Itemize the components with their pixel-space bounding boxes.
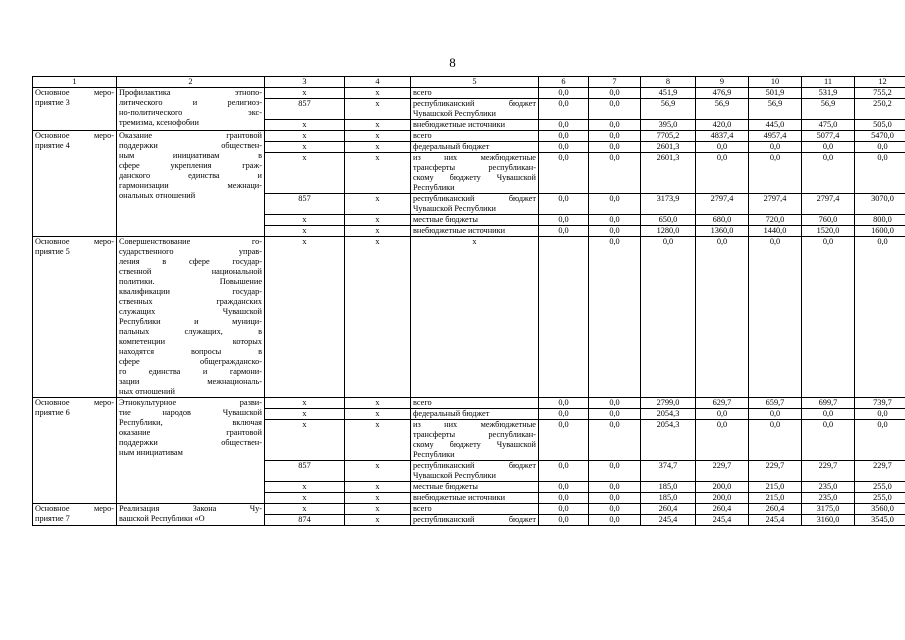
executor-code-cell: 857 [265,99,345,120]
value-cell: 0,0 [539,493,589,504]
budget-code-cell: x [345,398,411,409]
event-description-cell [117,398,265,504]
funding-source-cell: всего [411,131,539,142]
event-description-line: вашской Республики «О [119,514,205,523]
value-cell: 505,0 [855,120,905,131]
value-cell: 185,0 [641,482,696,493]
funding-source-line: Чувашской Республики [413,204,496,213]
value-cell: 0,0 [802,409,855,420]
value-cell: 0,0 [589,120,641,131]
event-name-cell [33,398,117,504]
budget-code-cell: x [345,120,411,131]
budget-code-cell: x [345,461,411,482]
value-cell: 0,0 [539,99,589,120]
value-cell: 451,9 [641,88,696,99]
column-number-row [33,77,905,88]
value-cell: 235,0 [802,493,855,504]
event-description-line: Республики, включая [119,418,262,427]
event-description-cell [117,88,265,131]
value-cell: 2054,3 [641,420,696,461]
value-cell: 255,0 [855,493,905,504]
executor-code-cell: x [265,120,345,131]
funding-source-cell: всего [411,504,539,515]
event-description-line: ления в сфере государ- [119,257,262,266]
funding-source-cell: местные бюджеты [411,215,539,226]
funding-source-line: скому бюджету Чувашской [413,173,536,182]
value-cell: 755,2 [855,88,905,99]
budget-code-cell: x [345,131,411,142]
value-cell: 720,0 [749,215,802,226]
budget-code-cell: x [345,153,411,194]
value-cell: 215,0 [749,482,802,493]
value-cell: 5077,4 [802,131,855,142]
value-cell: 2797,4 [749,194,802,215]
event-name-cell [33,131,117,237]
budget-code-cell: x [345,226,411,237]
value-cell: 0,0 [539,226,589,237]
funding-source-line: скому бюджету Чувашской [413,440,536,449]
event-description-line: сударственного управ- [119,247,262,256]
event-description-line: политики. Повышение [119,277,262,286]
budget-code-cell: x [345,409,411,420]
value-cell: 229,7 [696,461,749,482]
value-cell: 3070,0 [855,194,905,215]
value-cell: 0,0 [589,194,641,215]
value-cell: 4957,4 [749,131,802,142]
value-cell: 4837,4 [696,131,749,142]
funding-source-line: Республики [413,450,455,459]
value-cell: 185,0 [641,493,696,504]
value-cell: 0,0 [589,131,641,142]
value-cell: 0,0 [802,153,855,194]
event-description-line: компетенции которых [119,337,262,346]
column-header: 12 [855,77,905,88]
value-cell: 0,0 [749,409,802,420]
funding-source-line: республиканский бюджет [413,194,536,203]
event-description-line: Совершенствование го- [119,237,262,246]
executor-code-cell: x [265,504,345,515]
column-header: 8 [641,77,696,88]
executor-code-cell: x [265,153,345,194]
event-description-line: находятся вопросы в [119,347,262,356]
event-description-line: ственной национальной [119,267,262,276]
funding-source-cell: республиканский бюджет [411,515,539,526]
value-cell: 0,0 [696,420,749,461]
value-cell: 3560,0 [855,504,905,515]
value-cell: 235,0 [802,482,855,493]
value-cell: 374,7 [641,461,696,482]
value-cell: 0,0 [589,215,641,226]
budget-code-cell: x [345,493,411,504]
value-cell: 0,0 [855,409,905,420]
event-name-cell [33,88,117,131]
value-cell: 2797,4 [802,194,855,215]
funding-source-cell: федеральный бюджет [411,142,539,153]
event-name-line: приятие 4 [35,141,70,150]
funding-source-line: трансферты республикан- [413,430,536,439]
value-cell: 0,0 [855,237,905,398]
budget-code-cell: x [345,482,411,493]
value-cell: 476,9 [696,88,749,99]
value-cell: 0,0 [589,398,641,409]
event-description-line: ональных отношений [119,191,196,200]
event-name-line: Основное меро- [35,131,114,140]
page-number: 8 [449,55,456,70]
value-cell: 1600,0 [855,226,905,237]
value-cell: 0,0 [802,420,855,461]
value-cell: 2054,3 [641,409,696,420]
column-header: 9 [696,77,749,88]
value-cell: 0,0 [696,153,749,194]
column-header: 11 [802,77,855,88]
event-name-cell [33,504,117,526]
executor-code-cell: x [265,420,345,461]
table-row [33,237,905,398]
event-name-line: Основное меро- [35,504,114,513]
event-description-line: ным инициативам в [119,151,262,160]
column-header: 2 [117,77,265,88]
executor-code-cell: 857 [265,194,345,215]
event-description-line: зации межнациональ- [119,377,262,386]
event-description-cell [117,237,265,398]
value-cell: 0,0 [539,131,589,142]
value-cell: 0,0 [749,420,802,461]
value-cell: 0,0 [589,461,641,482]
value-cell: 760,0 [802,215,855,226]
executor-code-cell: x [265,482,345,493]
value-cell: 2601,3 [641,153,696,194]
value-cell: 699,7 [802,398,855,409]
value-cell: 0,0 [589,493,641,504]
funding-source-line: из них межбюджетные [413,153,536,162]
value-cell: 0,0 [539,461,589,482]
value-cell: 629,7 [696,398,749,409]
event-description-line: ных отношений [119,387,175,396]
value-cell: 0,0 [589,237,641,398]
value-cell: 250,2 [855,99,905,120]
value-cell: 0,0 [589,226,641,237]
funding-source-line: республиканский бюджет [413,461,536,470]
event-description-line: но-политического экс- [119,108,262,117]
event-name-line: приятие 7 [35,514,70,523]
column-header: 10 [749,77,802,88]
event-description-line: литического и религиоз- [119,98,262,107]
value-cell: 215,0 [749,493,802,504]
value-cell: 0,0 [589,88,641,99]
value-cell: 475,0 [802,120,855,131]
executor-code-cell: x [265,88,345,99]
value-cell: 0,0 [539,120,589,131]
funding-source-cell: всего [411,88,539,99]
event-description-line: поддержки обществен- [119,438,262,447]
value-cell: 0,0 [539,215,589,226]
executor-code-cell: x [265,398,345,409]
value-cell: 420,0 [696,120,749,131]
value-cell: 659,7 [749,398,802,409]
value-cell: 0,0 [539,142,589,153]
value-cell: 0,0 [855,142,905,153]
event-description-cell [117,504,265,526]
value-cell: 0,0 [802,142,855,153]
table-row [33,398,905,409]
event-description-line: го единства и гармони- [119,367,262,376]
event-description-line: Профилактика этнопо- [119,88,262,97]
value-cell: 260,4 [641,504,696,515]
event-description-line: сфере укрепления граж- [119,161,262,170]
value-cell: 245,4 [696,515,749,526]
value-cell: 0,0 [539,409,589,420]
value-cell: 0,0 [589,482,641,493]
executor-code-cell: x [265,215,345,226]
value-cell: 7705,2 [641,131,696,142]
funding-source-cell: федеральный бюджет [411,409,539,420]
value-cell: 200,0 [696,493,749,504]
table-row [33,131,905,142]
funding-source-cell: x [411,237,539,398]
executor-code-cell: x [265,142,345,153]
value-cell: 5470,0 [855,131,905,142]
budget-code-cell: x [345,237,411,398]
executor-code-cell: x [265,237,345,398]
value-cell: 56,9 [641,99,696,120]
funding-source-line: Республики [413,183,455,192]
column-header: 5 [411,77,539,88]
value-cell: 0,0 [749,153,802,194]
event-description-line: квалификации государ- [119,287,262,296]
value-cell: 0,0 [696,237,749,398]
budget-code-cell: x [345,194,411,215]
value-cell: 3175,0 [802,504,855,515]
table-row [33,504,905,515]
value-cell: 739,7 [855,398,905,409]
funding-source-line: Чувашской Республики [413,471,496,480]
event-description-line: ным инициативам [119,448,183,457]
funding-source-line: республиканский бюджет [413,99,536,108]
executor-code-cell: 874 [265,515,345,526]
value-cell: 531,9 [802,88,855,99]
value-cell: 0,0 [589,153,641,194]
value-cell: 2799,0 [641,398,696,409]
event-name-line: Основное меро- [35,88,114,97]
value-cell: 56,9 [749,99,802,120]
executor-code-cell: x [265,409,345,420]
executor-code-cell: x [265,131,345,142]
budget-code-cell: x [345,515,411,526]
funding-source-cell: местные бюджеты [411,482,539,493]
funding-source-cell: внебюджетные источники [411,120,539,131]
event-description-line: гармонизации межнаци- [119,181,262,190]
column-header: 7 [589,77,641,88]
funding-source-cell [411,153,539,194]
value-cell: 0,0 [539,504,589,515]
value-cell: 3545,0 [855,515,905,526]
event-description-line: оказание грантовой [119,428,262,437]
value-cell: 395,0 [641,120,696,131]
value-cell: 680,0 [696,215,749,226]
budget-table [32,76,905,526]
event-name-line: Основное меро- [35,398,114,407]
event-description-line: ственных гражданских [119,297,262,306]
value-cell: 3173,9 [641,194,696,215]
value-cell: 229,7 [749,461,802,482]
event-description-cell [117,131,265,237]
value-cell [539,237,589,398]
funding-source-cell [411,194,539,215]
value-cell: 56,9 [802,99,855,120]
column-header: 1 [33,77,117,88]
event-name-line: приятие 3 [35,98,70,107]
value-cell: 0,0 [539,515,589,526]
value-cell: 1520,0 [802,226,855,237]
value-cell: 800,0 [855,215,905,226]
value-cell: 0,0 [539,482,589,493]
value-cell: 2601,3 [641,142,696,153]
value-cell: 0,0 [539,153,589,194]
value-cell: 1440,0 [749,226,802,237]
budget-code-cell: x [345,142,411,153]
funding-source-cell [411,461,539,482]
funding-source-cell: внебюджетные источники [411,226,539,237]
value-cell: 2797,4 [696,194,749,215]
funding-source-cell [411,99,539,120]
funding-source-cell: всего [411,398,539,409]
column-header: 4 [345,77,411,88]
value-cell: 1360,0 [696,226,749,237]
budget-code-cell: x [345,420,411,461]
event-name-line: приятие 6 [35,408,70,417]
event-description-line: Этнокультурное разви- [119,398,262,407]
value-cell: 0,0 [802,237,855,398]
column-header: 6 [539,77,589,88]
funding-source-cell: внебюджетные источники [411,493,539,504]
event-name-line: Основное меро- [35,237,114,246]
value-cell: 0,0 [696,409,749,420]
value-cell: 0,0 [641,237,696,398]
funding-source-cell [411,420,539,461]
funding-source-line: из них межбюджетные [413,420,536,429]
value-cell: 0,0 [589,142,641,153]
event-description-line: пальных служащих, в [119,327,262,336]
event-name-line: приятие 5 [35,247,70,256]
value-cell: 229,7 [855,461,905,482]
value-cell: 255,0 [855,482,905,493]
event-description-line: Реализация Закона Чу- [119,504,262,513]
value-cell: 260,4 [696,504,749,515]
value-cell: 0,0 [589,420,641,461]
value-cell: 0,0 [589,504,641,515]
value-cell: 0,0 [589,409,641,420]
event-description-line: Республики и муници- [119,317,262,326]
executor-code-cell: x [265,493,345,504]
value-cell: 200,0 [696,482,749,493]
value-cell: 0,0 [589,515,641,526]
value-cell: 56,9 [696,99,749,120]
event-description-line: служащих Чувашской [119,307,262,316]
table-row [33,88,905,99]
value-cell: 3160,0 [802,515,855,526]
value-cell: 229,7 [802,461,855,482]
budget-code-cell: x [345,88,411,99]
value-cell: 0,0 [539,420,589,461]
executor-code-cell: 857 [265,461,345,482]
value-cell: 0,0 [539,88,589,99]
value-cell: 1280,0 [641,226,696,237]
event-description-line: тремизма, ксенофобии [119,118,199,127]
budget-code-cell: x [345,215,411,226]
event-description-line: сфере общегражданско- [119,357,262,366]
event-description-line: данского единства и [119,171,262,180]
value-cell: 245,4 [641,515,696,526]
budget-code-cell: x [345,504,411,515]
value-cell: 445,0 [749,120,802,131]
value-cell: 0,0 [749,142,802,153]
value-cell: 260,4 [749,504,802,515]
value-cell: 0,0 [589,99,641,120]
value-cell: 0,0 [539,194,589,215]
value-cell: 650,0 [641,215,696,226]
value-cell: 501,9 [749,88,802,99]
funding-source-line: Чувашской Республики [413,109,496,118]
event-name-cell [33,237,117,398]
value-cell: 0,0 [749,237,802,398]
funding-source-line: трансферты республикан- [413,163,536,172]
value-cell: 0,0 [855,420,905,461]
column-header: 3 [265,77,345,88]
event-description-line: поддержки обществен- [119,141,262,150]
value-cell: 0,0 [855,153,905,194]
executor-code-cell: x [265,226,345,237]
value-cell: 0,0 [539,398,589,409]
value-cell: 0,0 [696,142,749,153]
event-description-line: Оказание грантовой [119,131,262,140]
value-cell: 245,4 [749,515,802,526]
event-description-line: тие народов Чувашской [119,408,262,417]
budget-code-cell: x [345,99,411,120]
